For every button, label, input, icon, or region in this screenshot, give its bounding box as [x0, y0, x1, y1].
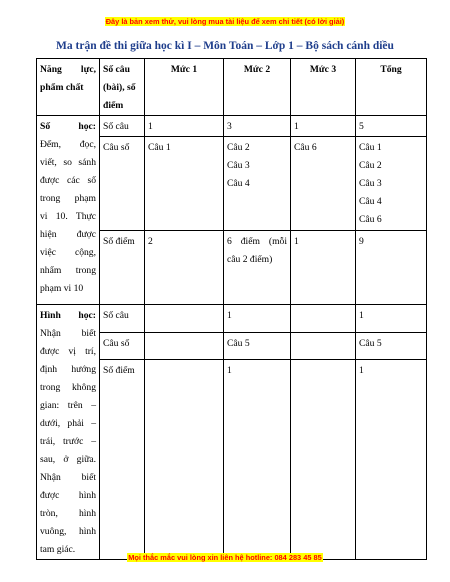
- question-ref: Câu 4: [227, 178, 250, 189]
- competency-line: Nhận biết: [40, 472, 96, 483]
- competency-line: tam giác.: [40, 544, 76, 555]
- cell-total: 1: [356, 305, 427, 333]
- cell-total: 9: [356, 231, 427, 305]
- question-ref: Câu 3: [227, 160, 250, 171]
- competency-line: được vị trí,: [40, 346, 96, 357]
- cell-level-2: [224, 137, 291, 231]
- row-label: Câu số: [100, 137, 145, 231]
- hotline-notice: [0, 547, 450, 565]
- cell-level-1: Câu 1: [145, 137, 224, 231]
- row-label: Số câu: [100, 305, 145, 333]
- cell-level-3: Câu 6: [291, 137, 356, 231]
- cell-level-3: [291, 360, 356, 560]
- cell-total: 1: [356, 360, 427, 560]
- cell-total: 5: [356, 116, 427, 137]
- competency-line: việc cộng,: [40, 247, 96, 258]
- competency-line: dưới, phải –: [40, 418, 96, 429]
- document-title: Ma trận đề thi giữa học kì I – Môn Toán – Lớp 1 – Bộ sách cánh diều: [56, 40, 394, 52]
- competency-line: vuông, hình: [40, 526, 96, 537]
- competency-line: vi 10. Thực: [40, 211, 96, 222]
- header-total: Tổng: [356, 59, 427, 116]
- competency-line: được hình: [40, 490, 96, 501]
- row-label: Số điểm: [100, 231, 145, 305]
- cell-level-1: 2: [145, 231, 224, 305]
- cell-total: Câu 5: [356, 332, 427, 360]
- competency-line: định hướng: [40, 364, 96, 375]
- competency-arithmetic: [37, 116, 100, 305]
- preview-notice: [0, 11, 450, 29]
- preview-notice-text: Đây là bản xem thử, vui lòng mua tài liệu để xem chi tiết (có lời giải): [105, 17, 345, 26]
- header-count-line1: Số câu: [103, 64, 130, 75]
- header-level-2: Mức 2: [224, 59, 291, 116]
- cell-level-2: [224, 231, 291, 305]
- competency-line: gian: trên –: [40, 400, 96, 411]
- cell-level-3: [291, 305, 356, 333]
- question-ref: Câu 6: [359, 214, 382, 225]
- competency-line: được các số: [40, 175, 96, 186]
- header-row: [37, 59, 427, 116]
- cell-level-3: 1: [291, 116, 356, 137]
- cell-level-1: [145, 305, 224, 333]
- cell-level-2: 1: [224, 305, 291, 333]
- competency-line: Nhận biết: [40, 328, 96, 339]
- cell-total: [356, 137, 427, 231]
- competency-line: viết, so sánh: [40, 157, 96, 168]
- competency-line: trong không: [40, 382, 96, 393]
- cell-level-2: 3: [224, 116, 291, 137]
- cell-level-3: 1: [291, 231, 356, 305]
- cell-level-1: [145, 332, 224, 360]
- header-level-3: Mức 3: [291, 59, 356, 116]
- competency-line: Đếm, đọc,: [40, 139, 96, 150]
- competency-heading: Số học:: [40, 121, 96, 132]
- points-line: câu 2 điểm): [227, 254, 273, 265]
- question-ref: Câu 1: [359, 142, 382, 153]
- exam-matrix-table: [36, 58, 427, 560]
- table-row: [37, 305, 427, 333]
- header-level-1: Mức 1: [145, 59, 224, 116]
- competency-line: trong phạm: [40, 193, 96, 204]
- question-ref: Câu 2: [359, 160, 382, 171]
- competency-line: tròn, hình: [40, 508, 96, 519]
- competency-line: sau, ở giữa.: [40, 454, 96, 465]
- header-count: [100, 59, 145, 116]
- cell-level-2: 1: [224, 360, 291, 560]
- competency-geometry: [37, 305, 100, 560]
- header-count-line3: điểm: [103, 100, 124, 111]
- points-line: 6 điểm (mỗi: [227, 236, 287, 247]
- cell-level-1: [145, 360, 224, 560]
- header-count-line2: (bài), số: [103, 82, 136, 93]
- competency-line: trái, trước –: [40, 436, 96, 447]
- question-ref: Câu 3: [359, 178, 382, 189]
- competency-line: phạm vi 10: [40, 283, 84, 294]
- cell-level-3: [291, 332, 356, 360]
- row-label: Câu số: [100, 332, 145, 360]
- header-competency-line1: Năng lực,: [40, 64, 96, 75]
- row-label: Số câu: [100, 116, 145, 137]
- question-ref: Câu 2: [227, 142, 250, 153]
- hotline-notice-text: Mọi thắc mắc vui lòng xin liên hệ hotline: 084 283 45 85: [128, 553, 322, 562]
- competency-line: hiện được: [40, 229, 96, 240]
- competency-line: nhẩm trong: [40, 265, 96, 276]
- header-competency: [37, 59, 100, 116]
- header-competency-line2: phẩm chất: [40, 82, 84, 93]
- cell-level-1: 1: [145, 116, 224, 137]
- question-ref: Câu 4: [359, 196, 382, 207]
- table-row: [37, 116, 427, 137]
- competency-heading: Hình học:: [40, 310, 96, 321]
- cell-level-2: Câu 5: [224, 332, 291, 360]
- row-label: Số điểm: [100, 360, 145, 560]
